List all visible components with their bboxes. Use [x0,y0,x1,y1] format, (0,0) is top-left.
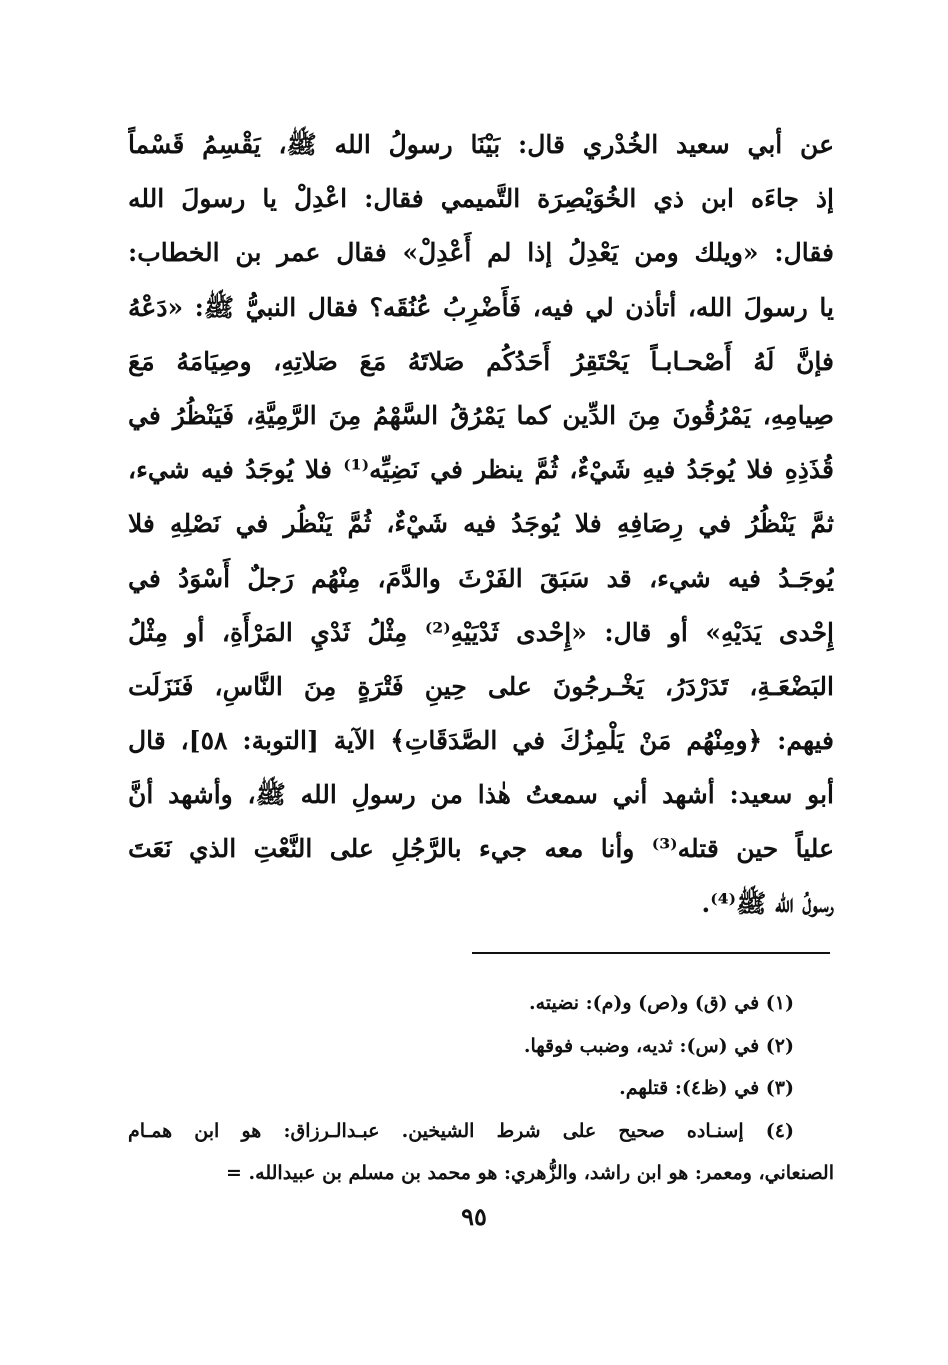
text-line: يُوجَـدُ فيه شيء، قد سَبَقَ الفَرْثَ والدَّمَ، مِنْهُم رَجلٌ أَسْوَدُ في [128,563,834,593]
text-line: إِحْدى يَدَيْهِ» أو قال: «إِحْدى ثَدْيَيْهِ⁽²⁾ مِثْلُ ثَدْيِ المَرْأَةِ، أو مِثْلُ [128,617,834,647]
text-line: قُذَذِهِ فلا يُوجَدُ فيهِ شَيْءٌ، ثُمَّ ينظر في نَضِيِّه⁽¹⁾ فلا يُوجَدُ فيه شيء، [128,455,834,485]
text-line: صِيامِهِ، يَمْرُقُونَ مِنَ الدِّين كما يَمْرُقُ السَّهْمُ مِنَ الرَّمِيَّةِ، فَيَنْظُرُ في [128,400,834,430]
footnote-2: (٢) في (س): ثديه، وضبب فوقها. [523,1034,794,1057]
footnotes [128,982,834,1195]
footnote-3: (٣) في (ظ٤): قتلهم. [619,1077,794,1099]
footnote-1: (١) في (ق) و(ص) و(م): نضيته. [528,992,794,1014]
text-line: البَضْعَـةِ، تَدَرْدَرُ، يَخْـرجُونَ على حِينِ فَتْرَةٍ مِنَ النَّاسِ، فَنَزَلَت [128,671,834,701]
footnote-separator [472,952,830,954]
footnote-4-continued: الصنعاني، ومعمر: هو ابن راشد، والزُّهري: هو محمد بن مسلم بن عبيدالله. = [226,1162,834,1184]
text-line: أبو سعيد: أشهد أني سمعتُ هٰذا من رسولِ الله ﷺ، وأشهد أنَّ [128,780,834,810]
text-line: فيهم: ﴿ومِنْهُم مَنْ يَلْمِزُكَ في الصَّدَقَاتِ﴾ الآية [التوبة: ٥٨]، قال [128,726,834,756]
text-line: ثمَّ يَنْظُرُ في رِصَافِهِ فلا يُوجَدُ فيه شَيْءٌ، ثُمَّ يَنْظُر في نَصْلِهِ فلا [128,509,834,539]
text-line: فقال: «ويلك ومن يَعْدِلُ إذا لم أَعْدِلْ» فقال عمر بن الخطاب: [128,238,834,268]
text-line: عن أبي سعيد الخُدْري قال: بَيْنَا رسولُ الله ﷺ، يَقْسِمُ قَسْماً [128,130,834,159]
footnote-4: (٤) إسنـاده صحيح على شرط الشيخين. عبـدالـرزاق: هو ابن همـام [128,1119,794,1142]
text-line: يا رسولَ الله، أتأذن لي فيه، فَأَضْرِبُ عُنُقَه؟ فقال النبيُّ ﷺ: «دَعْهُ [128,292,834,322]
text-line: رسولُ الله ﷺ⁽⁴⁾. [701,888,834,918]
text-line: علياً حين قتله⁽³⁾ وأنا معه جيء بالرَّجُلِ على النَّعْتِ الذي نَعَتَ [128,834,834,864]
hadith-text [128,118,834,931]
text-line: فإنَّ لَهُ أَصْحـابـاً يَحْتَقِرُ أَحَدُكُم صَلاتَهُ مَعَ صَلاتِهِ، وصِيَامَهُ مَعَ [128,346,834,376]
text-line: إذ جاءَه ابن ذي الخُوَيْصِرَة التَّميمي فقال: اعْدِلْ يا رسولَ الله [128,184,834,214]
page-number: ٩٥ [461,1202,487,1231]
